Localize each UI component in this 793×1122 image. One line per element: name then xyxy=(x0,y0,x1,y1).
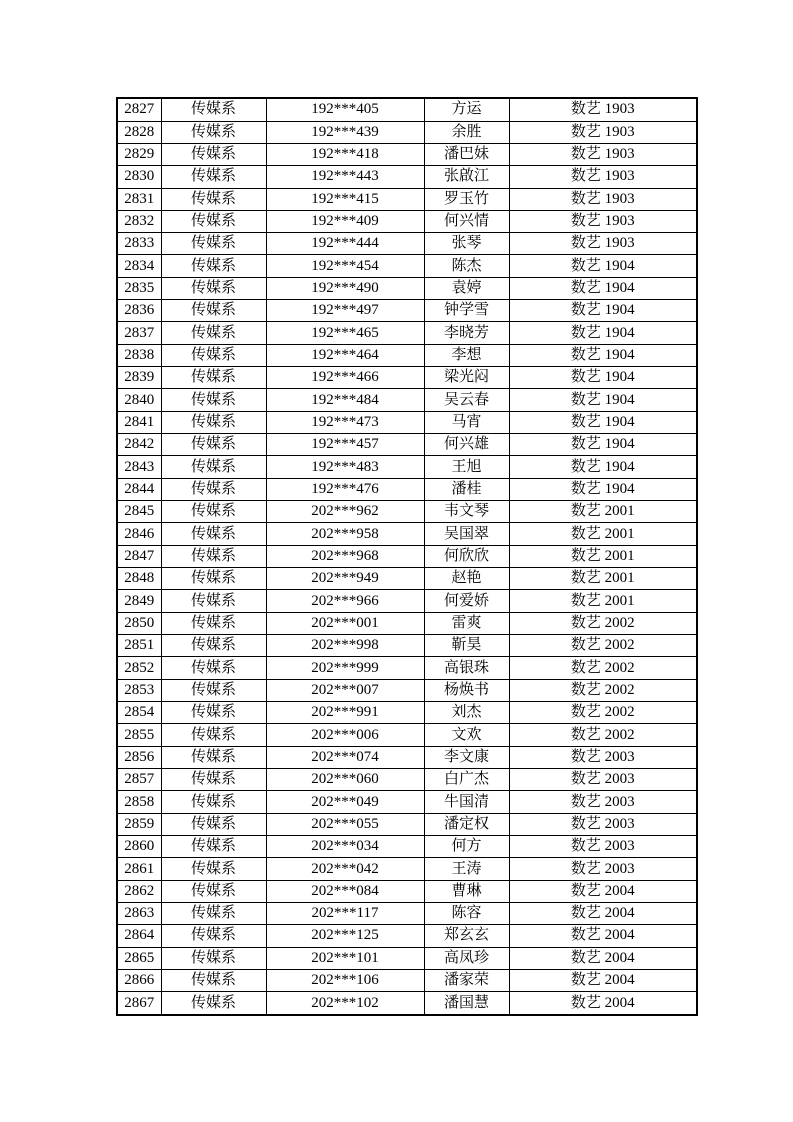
cell-class: 数艺 2001 xyxy=(509,568,697,590)
cell-student-id: 192***464 xyxy=(266,344,424,366)
cell-student-id: 192***466 xyxy=(266,367,424,389)
cell-class: 数艺 1903 xyxy=(509,166,697,188)
table-row xyxy=(117,255,697,277)
cell-department: 传媒系 xyxy=(161,188,266,210)
cell-seq: 2832 xyxy=(117,210,161,232)
table-row xyxy=(117,456,697,478)
cell-department: 传媒系 xyxy=(161,702,266,724)
cell-student-id: 202***966 xyxy=(266,590,424,612)
cell-name: 袁婷 xyxy=(424,277,509,299)
cell-seq: 2845 xyxy=(117,501,161,523)
cell-student-id: 192***490 xyxy=(266,277,424,299)
cell-student-id: 202***991 xyxy=(266,702,424,724)
cell-seq: 2841 xyxy=(117,411,161,433)
cell-seq: 2842 xyxy=(117,434,161,456)
cell-name: 陈杰 xyxy=(424,255,509,277)
table-row xyxy=(117,724,697,746)
cell-class: 数艺 2003 xyxy=(509,836,697,858)
cell-class: 数艺 1904 xyxy=(509,389,697,411)
cell-department: 传媒系 xyxy=(161,545,266,567)
cell-class: 数艺 1903 xyxy=(509,143,697,165)
cell-class: 数艺 1904 xyxy=(509,367,697,389)
cell-student-id: 202***962 xyxy=(266,501,424,523)
cell-student-id: 202***958 xyxy=(266,523,424,545)
cell-student-id: 192***409 xyxy=(266,210,424,232)
cell-class: 数艺 1904 xyxy=(509,456,697,478)
cell-name: 牛国清 xyxy=(424,791,509,813)
cell-name: 潘定权 xyxy=(424,813,509,835)
cell-seq: 2858 xyxy=(117,791,161,813)
cell-name: 潘家荣 xyxy=(424,969,509,991)
cell-seq: 2855 xyxy=(117,724,161,746)
table-row xyxy=(117,501,697,523)
cell-name: 何欣欣 xyxy=(424,545,509,567)
cell-department: 传媒系 xyxy=(161,947,266,969)
cell-student-id: 202***055 xyxy=(266,813,424,835)
cell-department: 传媒系 xyxy=(161,233,266,255)
cell-department: 传媒系 xyxy=(161,210,266,232)
cell-name: 罗玉竹 xyxy=(424,188,509,210)
table-row xyxy=(117,121,697,143)
cell-class: 数艺 1904 xyxy=(509,344,697,366)
cell-name: 刘杰 xyxy=(424,702,509,724)
cell-name: 何爱娇 xyxy=(424,590,509,612)
cell-class: 数艺 2003 xyxy=(509,858,697,880)
cell-seq: 2849 xyxy=(117,590,161,612)
cell-student-id: 202***125 xyxy=(266,925,424,947)
cell-class: 数艺 2001 xyxy=(509,501,697,523)
cell-class: 数艺 1904 xyxy=(509,277,697,299)
cell-class: 数艺 2002 xyxy=(509,679,697,701)
table-row xyxy=(117,166,697,188)
table-row xyxy=(117,702,697,724)
cell-department: 传媒系 xyxy=(161,612,266,634)
cell-seq: 2830 xyxy=(117,166,161,188)
cell-student-id: 202***106 xyxy=(266,969,424,991)
cell-seq: 2828 xyxy=(117,121,161,143)
cell-name: 文欢 xyxy=(424,724,509,746)
cell-student-id: 202***034 xyxy=(266,836,424,858)
table-row xyxy=(117,992,697,1015)
cell-department: 传媒系 xyxy=(161,389,266,411)
cell-class: 数艺 1903 xyxy=(509,233,697,255)
table-row xyxy=(117,769,697,791)
cell-student-id: 202***042 xyxy=(266,858,424,880)
cell-department: 传媒系 xyxy=(161,456,266,478)
cell-name: 何方 xyxy=(424,836,509,858)
cell-class: 数艺 1903 xyxy=(509,188,697,210)
cell-student-id: 192***439 xyxy=(266,121,424,143)
cell-department: 传媒系 xyxy=(161,143,266,165)
cell-class: 数艺 1904 xyxy=(509,300,697,322)
cell-department: 传媒系 xyxy=(161,724,266,746)
table-row xyxy=(117,478,697,500)
cell-class: 数艺 1903 xyxy=(509,98,697,121)
table-row xyxy=(117,389,697,411)
cell-seq: 2851 xyxy=(117,635,161,657)
cell-name: 潘桂 xyxy=(424,478,509,500)
table-row xyxy=(117,367,697,389)
cell-seq: 2835 xyxy=(117,277,161,299)
cell-class: 数艺 1904 xyxy=(509,434,697,456)
cell-department: 传媒系 xyxy=(161,300,266,322)
cell-name: 白广杰 xyxy=(424,769,509,791)
cell-seq: 2867 xyxy=(117,992,161,1015)
table-row xyxy=(117,813,697,835)
cell-name: 钟学雪 xyxy=(424,300,509,322)
cell-student-id: 192***465 xyxy=(266,322,424,344)
cell-seq: 2836 xyxy=(117,300,161,322)
cell-name: 雷爽 xyxy=(424,612,509,634)
cell-seq: 2860 xyxy=(117,836,161,858)
table-row xyxy=(117,188,697,210)
cell-name: 余胜 xyxy=(424,121,509,143)
cell-name: 韦文琴 xyxy=(424,501,509,523)
cell-name: 潘国慧 xyxy=(424,992,509,1015)
cell-name: 李文康 xyxy=(424,746,509,768)
table-row xyxy=(117,903,697,925)
table-row xyxy=(117,969,697,991)
cell-name: 李想 xyxy=(424,344,509,366)
cell-student-id: 192***484 xyxy=(266,389,424,411)
table-row xyxy=(117,746,697,768)
cell-student-id: 192***443 xyxy=(266,166,424,188)
cell-department: 传媒系 xyxy=(161,746,266,768)
cell-class: 数艺 2004 xyxy=(509,903,697,925)
table-row xyxy=(117,277,697,299)
cell-seq: 2843 xyxy=(117,456,161,478)
cell-department: 传媒系 xyxy=(161,679,266,701)
cell-student-id: 192***415 xyxy=(266,188,424,210)
cell-seq: 2864 xyxy=(117,925,161,947)
cell-seq: 2866 xyxy=(117,969,161,991)
cell-name: 潘巴妹 xyxy=(424,143,509,165)
cell-department: 传媒系 xyxy=(161,657,266,679)
table-body xyxy=(117,98,697,1015)
cell-class: 数艺 1903 xyxy=(509,121,697,143)
cell-department: 传媒系 xyxy=(161,791,266,813)
table-row xyxy=(117,612,697,634)
table-row xyxy=(117,791,697,813)
table-row xyxy=(117,322,697,344)
cell-class: 数艺 2002 xyxy=(509,657,697,679)
cell-student-id: 202***102 xyxy=(266,992,424,1015)
cell-class: 数艺 1904 xyxy=(509,478,697,500)
cell-class: 数艺 2002 xyxy=(509,635,697,657)
cell-class: 数艺 2003 xyxy=(509,769,697,791)
cell-class: 数艺 2003 xyxy=(509,746,697,768)
cell-department: 传媒系 xyxy=(161,836,266,858)
cell-department: 传媒系 xyxy=(161,255,266,277)
cell-department: 传媒系 xyxy=(161,367,266,389)
cell-department: 传媒系 xyxy=(161,858,266,880)
cell-student-id: 202***060 xyxy=(266,769,424,791)
cell-department: 传媒系 xyxy=(161,277,266,299)
table-row xyxy=(117,657,697,679)
table-row xyxy=(117,143,697,165)
cell-class: 数艺 2004 xyxy=(509,969,697,991)
cell-class: 数艺 2002 xyxy=(509,702,697,724)
table-row xyxy=(117,523,697,545)
cell-student-id: 202***998 xyxy=(266,635,424,657)
table-row xyxy=(117,568,697,590)
cell-student-id: 192***454 xyxy=(266,255,424,277)
cell-seq: 2861 xyxy=(117,858,161,880)
table-row xyxy=(117,947,697,969)
cell-student-id: 202***999 xyxy=(266,657,424,679)
cell-seq: 2854 xyxy=(117,702,161,724)
cell-seq: 2831 xyxy=(117,188,161,210)
table-row xyxy=(117,858,697,880)
cell-department: 传媒系 xyxy=(161,925,266,947)
cell-name: 张啟江 xyxy=(424,166,509,188)
cell-student-id: 202***084 xyxy=(266,880,424,902)
cell-seq: 2862 xyxy=(117,880,161,902)
cell-class: 数艺 2004 xyxy=(509,880,697,902)
table-row xyxy=(117,925,697,947)
cell-name: 梁光闷 xyxy=(424,367,509,389)
table-row xyxy=(117,635,697,657)
table-row xyxy=(117,836,697,858)
cell-student-id: 192***418 xyxy=(266,143,424,165)
cell-seq: 2853 xyxy=(117,679,161,701)
cell-student-id: 202***101 xyxy=(266,947,424,969)
cell-name: 吴云春 xyxy=(424,389,509,411)
cell-department: 传媒系 xyxy=(161,769,266,791)
cell-class: 数艺 2001 xyxy=(509,523,697,545)
cell-class: 数艺 1904 xyxy=(509,411,697,433)
cell-class: 数艺 2002 xyxy=(509,612,697,634)
cell-seq: 2837 xyxy=(117,322,161,344)
cell-department: 传媒系 xyxy=(161,880,266,902)
cell-department: 传媒系 xyxy=(161,501,266,523)
cell-department: 传媒系 xyxy=(161,98,266,121)
cell-department: 传媒系 xyxy=(161,992,266,1015)
cell-department: 传媒系 xyxy=(161,166,266,188)
cell-name: 何兴雄 xyxy=(424,434,509,456)
table-row xyxy=(117,210,697,232)
cell-name: 马宵 xyxy=(424,411,509,433)
cell-student-id: 202***968 xyxy=(266,545,424,567)
table-row xyxy=(117,98,697,121)
cell-student-id: 192***497 xyxy=(266,300,424,322)
cell-seq: 2833 xyxy=(117,233,161,255)
cell-seq: 2852 xyxy=(117,657,161,679)
cell-name: 吴国翠 xyxy=(424,523,509,545)
student-roster-table xyxy=(116,97,698,1016)
cell-student-id: 202***049 xyxy=(266,791,424,813)
cell-student-id: 192***483 xyxy=(266,456,424,478)
cell-student-id: 192***405 xyxy=(266,98,424,121)
cell-student-id: 192***457 xyxy=(266,434,424,456)
cell-department: 传媒系 xyxy=(161,903,266,925)
cell-seq: 2829 xyxy=(117,143,161,165)
table-row xyxy=(117,590,697,612)
cell-class: 数艺 2004 xyxy=(509,947,697,969)
cell-seq: 2847 xyxy=(117,545,161,567)
cell-name: 高凤珍 xyxy=(424,947,509,969)
cell-department: 传媒系 xyxy=(161,813,266,835)
cell-student-id: 192***476 xyxy=(266,478,424,500)
cell-department: 传媒系 xyxy=(161,523,266,545)
cell-seq: 2856 xyxy=(117,746,161,768)
cell-seq: 2865 xyxy=(117,947,161,969)
cell-department: 传媒系 xyxy=(161,568,266,590)
cell-department: 传媒系 xyxy=(161,322,266,344)
cell-seq: 2839 xyxy=(117,367,161,389)
cell-seq: 2827 xyxy=(117,98,161,121)
cell-department: 传媒系 xyxy=(161,635,266,657)
cell-class: 数艺 1903 xyxy=(509,210,697,232)
cell-seq: 2848 xyxy=(117,568,161,590)
table-row xyxy=(117,344,697,366)
cell-seq: 2863 xyxy=(117,903,161,925)
cell-student-id: 202***117 xyxy=(266,903,424,925)
cell-seq: 2840 xyxy=(117,389,161,411)
cell-name: 李晓芳 xyxy=(424,322,509,344)
table-row xyxy=(117,411,697,433)
cell-name: 曹琳 xyxy=(424,880,509,902)
cell-class: 数艺 2004 xyxy=(509,992,697,1015)
cell-department: 传媒系 xyxy=(161,121,266,143)
cell-student-id: 192***444 xyxy=(266,233,424,255)
cell-name: 郑玄玄 xyxy=(424,925,509,947)
cell-class: 数艺 2002 xyxy=(509,724,697,746)
cell-seq: 2850 xyxy=(117,612,161,634)
cell-student-id: 202***074 xyxy=(266,746,424,768)
cell-name: 何兴情 xyxy=(424,210,509,232)
cell-seq: 2834 xyxy=(117,255,161,277)
cell-name: 高银珠 xyxy=(424,657,509,679)
cell-name: 赵艳 xyxy=(424,568,509,590)
cell-department: 传媒系 xyxy=(161,434,266,456)
cell-class: 数艺 1904 xyxy=(509,255,697,277)
cell-name: 张琴 xyxy=(424,233,509,255)
cell-department: 传媒系 xyxy=(161,344,266,366)
table-row xyxy=(117,545,697,567)
cell-class: 数艺 2001 xyxy=(509,590,697,612)
cell-student-id: 202***949 xyxy=(266,568,424,590)
cell-name: 王旭 xyxy=(424,456,509,478)
cell-class: 数艺 2001 xyxy=(509,545,697,567)
cell-seq: 2857 xyxy=(117,769,161,791)
table-row xyxy=(117,880,697,902)
table-row xyxy=(117,679,697,701)
cell-name: 杨焕书 xyxy=(424,679,509,701)
cell-seq: 2838 xyxy=(117,344,161,366)
cell-seq: 2844 xyxy=(117,478,161,500)
table-row xyxy=(117,233,697,255)
cell-seq: 2859 xyxy=(117,813,161,835)
cell-name: 靳昊 xyxy=(424,635,509,657)
cell-student-id: 202***007 xyxy=(266,679,424,701)
cell-class: 数艺 2004 xyxy=(509,925,697,947)
table-row xyxy=(117,434,697,456)
cell-student-id: 192***473 xyxy=(266,411,424,433)
cell-name: 王涛 xyxy=(424,858,509,880)
cell-seq: 2846 xyxy=(117,523,161,545)
cell-department: 传媒系 xyxy=(161,411,266,433)
cell-department: 传媒系 xyxy=(161,590,266,612)
table-row xyxy=(117,300,697,322)
cell-class: 数艺 2003 xyxy=(509,813,697,835)
cell-student-id: 202***006 xyxy=(266,724,424,746)
cell-department: 传媒系 xyxy=(161,969,266,991)
cell-name: 方运 xyxy=(424,98,509,121)
cell-department: 传媒系 xyxy=(161,478,266,500)
cell-class: 数艺 2003 xyxy=(509,791,697,813)
cell-class: 数艺 1904 xyxy=(509,322,697,344)
cell-student-id: 202***001 xyxy=(266,612,424,634)
cell-name: 陈容 xyxy=(424,903,509,925)
